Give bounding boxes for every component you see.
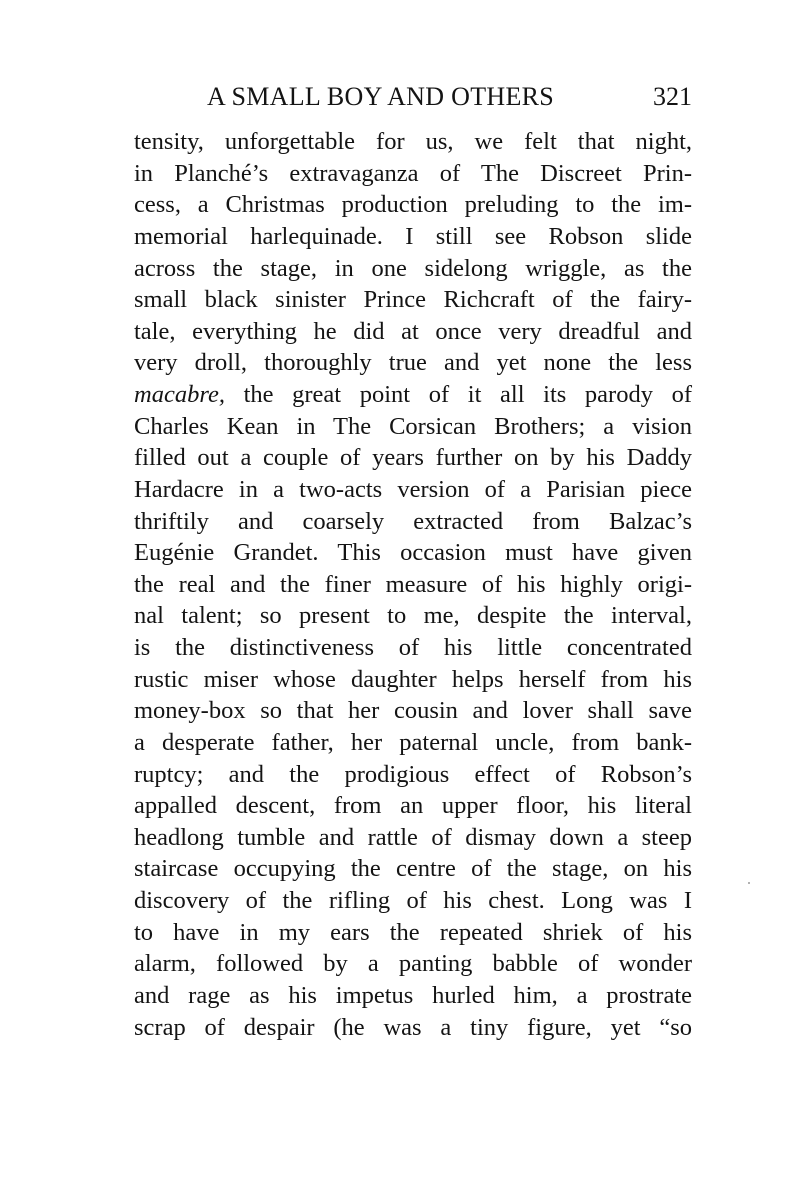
text-line: across the stage, in one sidelong wriggle, as the — [134, 254, 692, 282]
text-line: cess, a Christmas production preluding to the im- — [134, 191, 692, 219]
body-text — [134, 126, 692, 1043]
text-line: discovery of the rifling of his chest. Long was I — [134, 887, 692, 914]
text-line: filled out a couple of years further on by his Daddy — [134, 444, 692, 472]
running-title: A SMALL BOY AND OTHERS — [207, 82, 555, 111]
text-line: and rage as his impetus hurled him, a prostrate — [134, 981, 692, 1009]
text-line: money-box so that her cousin and lover shall save — [134, 697, 692, 725]
italic-word: macabre, — [134, 381, 225, 408]
running-head — [134, 79, 692, 115]
text-line: nal talent; so present to me, despite the interval, — [134, 602, 692, 630]
text-line: very droll, thoroughly true and yet none the less — [134, 349, 692, 377]
text-line: tensity, unforgettable for us, we felt that night, — [134, 128, 692, 155]
text-line: the real and the finer measure of his highly origi- — [134, 570, 692, 598]
text-line: a desperate father, her paternal uncle, from bank- — [134, 728, 692, 756]
text-line: staircase occupying the centre of the stage, on his — [134, 855, 692, 883]
text-line: Charles Kean in The Corsican Brothers; a vision — [134, 412, 692, 440]
text-line: Hardacre in a two-acts version of a Parisian piece — [134, 475, 692, 503]
text-line: to have in my ears the repeated shriek of his — [134, 918, 692, 946]
text-line: tale, everything he did at once very dreadful and — [134, 317, 692, 345]
text-line — [134, 379, 692, 411]
page-number: 321 — [653, 82, 692, 111]
text-line: ruptcy; and the prodigious effect of Robson’s — [134, 760, 692, 788]
paper-speck — [748, 882, 750, 884]
text-line: headlong tumble and rattle of dismay down a steep — [134, 823, 692, 851]
text-line: Eugénie Grandet. This occasion must have given — [134, 539, 692, 567]
text-line: memorial harlequinade. I still see Robson slide — [134, 222, 692, 250]
text-line: in Planché’s extravaganza of The Discreet Prin- — [134, 159, 692, 187]
text-line: is the distinctiveness of his little concentrated — [134, 634, 692, 661]
text-line: thriftily and coarsely extracted from Balzac’s — [134, 507, 692, 535]
text-line: appalled descent, from an upper floor, his literal — [134, 792, 692, 820]
text-line: rustic miser whose daughter helps herself from his — [134, 665, 692, 693]
text-line-rest: the great point of it all its parody of — [224, 381, 692, 408]
text-line: small black sinister Prince Richcraft of the fairy- — [134, 286, 692, 314]
text-line: scrap of despair (he was a tiny figure, yet “so — [134, 1013, 692, 1041]
text-line: alarm, followed by a panting babble of wonder — [134, 950, 692, 978]
